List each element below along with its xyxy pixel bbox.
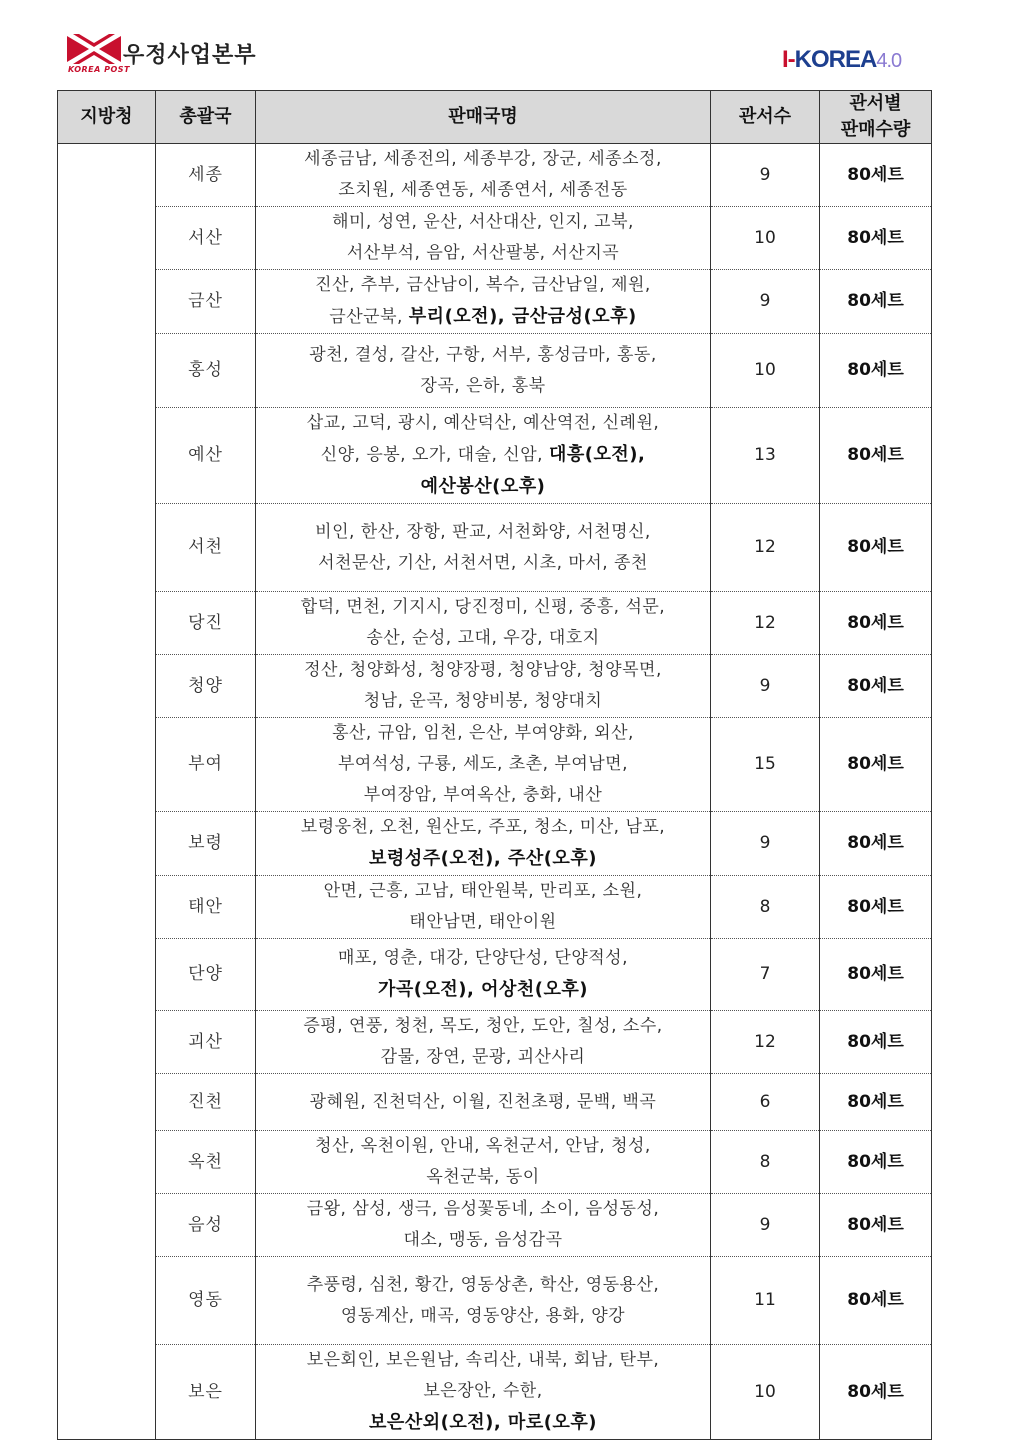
office-name-text: 합덕, 면천, 기지시, 당진정미, 신평, 중흥, 석문, [300,597,666,617]
office-count-cell: 12 [711,592,820,655]
office-names-cell [256,270,711,334]
table-row [58,408,932,504]
office-names-cell [256,592,711,655]
sales-qty-cell: 80세트 [820,270,932,334]
header-region: 지방청 [58,91,156,144]
office-names-cell [256,1011,711,1074]
office-names-line [256,1087,710,1118]
office-names-line [256,517,710,548]
office-names-cell [256,1131,711,1194]
office-name-text: 매포, 영춘, 대강, 단양단성, 단양적성, [337,948,629,968]
page-header [0,0,1010,88]
office-names-line [256,270,710,301]
office-names-line [256,1131,710,1162]
table-row [58,718,932,812]
office-count-cell: 11 [711,1257,820,1345]
office-names-line [256,548,710,579]
office-cell: 태안 [156,876,256,939]
office-name-highlight: 가곡(오전), 어상천(오후) [377,979,588,1000]
office-name-text: 금왕, 삼성, 생극, 음성꽃동네, 소이, 음성동성, [306,1199,660,1219]
office-count-cell: 9 [711,144,820,207]
office-cell: 진천 [156,1074,256,1131]
office-count-cell: 9 [711,812,820,876]
office-name-text: 부여장암, 부여옥산, 충화, 내산 [363,785,603,805]
table-row [58,655,932,718]
sales-qty-cell: 80세트 [820,1257,932,1345]
office-name-text: 광혜원, 진천덕산, 이월, 진천초평, 문백, 백곡 [309,1091,657,1112]
office-count-cell: 12 [711,504,820,592]
office-names-line [256,340,710,371]
office-name-text: 진산, 추부, 금산남이, 복수, 금산남일, 제원, [315,275,651,295]
header-names: 판매국명 [256,91,711,144]
table-row [58,207,932,270]
office-names-line [256,780,710,811]
office-name-text: 정산, 청양화성, 청양장평, 청양남양, 청양목면, [304,660,662,680]
office-name-text: 조치원, 세종연동, 세종연서, 세종전동 [338,180,628,200]
office-names-line [256,623,710,654]
table-row [58,144,932,207]
office-name-text: 보령웅천, 오천, 원산도, 주포, 청소, 미산, 남포, [300,817,666,837]
office-cell: 괴산 [156,1011,256,1074]
region-cell [58,144,156,1440]
office-names-line [256,592,710,623]
office-cell: 영동 [156,1257,256,1345]
table-row [58,876,932,939]
office-names-line [256,301,710,333]
office-cell: 홍성 [156,334,256,408]
office-names-line [256,207,710,238]
logo-title: 우정사업본부 [123,43,257,68]
office-names-cell [256,408,711,504]
office-names-line [256,408,710,439]
header-qty-line1: 관서별 [849,93,902,114]
header-qty [820,91,932,144]
logo-subtitle: KOREA POST [68,65,130,74]
office-cell: 보은 [156,1345,256,1440]
office-name-text: 삽교, 고덕, 광시, 예산덕산, 예산역전, 신례원, [306,413,660,433]
office-names-line [256,876,710,907]
office-names-line [256,1011,710,1042]
office-cell: 서산 [156,207,256,270]
office-name-text: 장곡, 은하, 홍북 [420,375,546,396]
office-name-text: 보은장안, 수한, [423,1381,543,1401]
i-korea-logo [782,46,901,74]
office-names-cell [256,504,711,592]
office-names-cell [256,144,711,207]
office-count-cell: 10 [711,334,820,408]
table-body [58,144,932,1440]
sales-qty-cell: 80세트 [820,144,932,207]
office-count-cell: 10 [711,207,820,270]
sales-qty-cell: 80세트 [820,1011,932,1074]
table-row [58,1011,932,1074]
office-cell: 예산 [156,408,256,504]
office-cell: 세종 [156,144,256,207]
office-names-line [256,943,710,974]
office-names-cell [256,334,711,408]
office-count-cell: 7 [711,939,820,1011]
office-names-line [256,686,710,717]
sales-qty-cell: 80세트 [820,1074,932,1131]
table-row [58,504,932,592]
office-name-text: 증평, 연풍, 청천, 목도, 청안, 도안, 칠성, 소수, [303,1016,663,1036]
office-names-line [256,1407,710,1439]
office-names-cell [256,1345,711,1440]
office-name-text: 광천, 결성, 갈산, 구항, 서부, 홍성금마, 홍동, [309,344,657,365]
office-names-line [256,718,710,749]
office-name-text: 부여석성, 구룡, 세도, 초촌, 부여남면, [337,754,629,774]
table-row [58,270,932,334]
office-name-text: 태안남면, 태안이원 [409,912,557,932]
office-names-cell [256,655,711,718]
office-names-line [256,907,710,938]
office-names-cell [256,812,711,876]
table-row [58,939,932,1011]
office-cell: 청양 [156,655,256,718]
table-row [58,334,932,408]
office-names-line [256,1162,710,1193]
office-name-text: 감물, 장연, 문광, 괴산사리 [380,1047,586,1067]
header-count: 관서수 [711,91,820,144]
table-row [58,1257,932,1345]
office-name-highlight: 보은산외(오전), 마로(오후) [369,1412,597,1433]
office-names-line [256,175,710,206]
sales-qty-cell: 80세트 [820,1345,932,1440]
logo-version: 4.0 [876,50,902,72]
office-count-cell: 8 [711,876,820,939]
office-count-cell: 6 [711,1074,820,1131]
office-names-line [256,238,710,269]
office-names-line [256,1376,710,1407]
sales-qty-cell: 80세트 [820,939,932,1011]
office-names-line [256,812,710,843]
office-name-text: 해미, 성연, 운산, 서산대산, 인지, 고북, [332,212,634,232]
office-count-cell: 13 [711,408,820,504]
office-name-text: 보은회인, 보은원남, 속리산, 내북, 회남, 탄부, [306,1350,660,1370]
sales-qty-cell: 80세트 [820,718,932,812]
office-names-line [256,749,710,780]
office-name-text: 청남, 운곡, 청양비봉, 청양대치 [363,691,603,711]
office-name-text: 송산, 순성, 고대, 우강, 대호지 [366,628,600,648]
office-cell: 금산 [156,270,256,334]
sales-qty-cell: 80세트 [820,812,932,876]
office-names-line [256,1301,710,1332]
office-name-text: 서천문산, 기산, 서천서면, 시초, 마서, 종천 [318,552,648,573]
sales-qty-cell: 80세트 [820,504,932,592]
office-count-cell: 9 [711,270,820,334]
office-cell: 당진 [156,592,256,655]
office-name-highlight: 대흥(오전), [548,444,646,465]
office-cell: 옥천 [156,1131,256,1194]
office-names-line [256,1042,710,1073]
office-cell: 음성 [156,1194,256,1257]
office-names-cell [256,876,711,939]
table-row [58,1194,932,1257]
office-name-text: 세종금남, 세종전의, 세종부강, 장군, 세종소정, [304,149,662,169]
office-names-line [256,144,710,175]
office-count-cell: 15 [711,718,820,812]
table-row [58,1345,932,1440]
office-names-line [256,1345,710,1376]
office-names-line [256,974,710,1006]
office-name-highlight: 부리(오전), 금산금성(오후) [408,306,637,327]
office-names-line [256,655,710,686]
office-count-cell: 9 [711,1194,820,1257]
table-header-row [58,91,932,144]
sales-qty-cell: 80세트 [820,1194,932,1257]
office-names-cell [256,1257,711,1345]
korea-post-emblem-icon [67,34,121,64]
office-name-text: 추풍령, 심천, 황간, 영동상촌, 학산, 영동용산, [306,1274,660,1295]
office-names-cell [256,1194,711,1257]
header-qty-line2: 판매수량 [840,119,911,140]
office-name-text: 금산군북, [329,307,409,327]
sales-qty-cell: 80세트 [820,876,932,939]
office-cell: 보령 [156,812,256,876]
sales-qty-cell: 80세트 [820,408,932,504]
korea-post-logo [67,34,267,78]
office-names-line [256,471,710,503]
office-names-line [256,1270,710,1301]
office-names-cell [256,939,711,1011]
table-row [58,592,932,655]
header-office: 총괄국 [156,91,256,144]
office-count-cell: 10 [711,1345,820,1440]
office-names-line [256,371,710,402]
office-names-cell [256,718,711,812]
table-row [58,1074,932,1131]
office-cell: 단양 [156,939,256,1011]
sales-table [57,90,932,1440]
office-name-text: 비인, 한산, 장항, 판교, 서천화양, 서천명신, [315,521,651,542]
office-count-cell: 12 [711,1011,820,1074]
office-names-line [256,1225,710,1256]
office-name-text: 옥천군북, 동이 [426,1167,540,1187]
office-name-text: 서산부석, 음암, 서산팔봉, 서산지곡 [346,243,620,263]
office-name-highlight: 예산봉산(오후) [420,476,546,497]
office-name-text: 영동계산, 매곡, 영동양산, 용화, 양강 [340,1305,626,1326]
office-cell: 서천 [156,504,256,592]
sales-qty-cell: 80세트 [820,655,932,718]
office-cell: 부여 [156,718,256,812]
office-name-text: 대소, 맹동, 음성감곡 [403,1230,563,1250]
office-names-cell [256,207,711,270]
table-row [58,812,932,876]
office-count-cell: 9 [711,655,820,718]
office-names-line [256,843,710,875]
table-row [58,1131,932,1194]
office-names-line [256,1194,710,1225]
logo-korea-word: KOREA [794,46,877,73]
office-name-text: 홍산, 규암, 임천, 은산, 부여양화, 외산, [332,723,634,743]
office-name-text: 안면, 근흥, 고남, 태안원북, 만리포, 소원, [323,881,643,901]
sales-qty-cell: 80세트 [820,1131,932,1194]
office-name-text: 신양, 응봉, 오가, 대술, 신암, [320,445,549,465]
logo-i-prefix: I- [782,46,795,73]
office-name-text: 청산, 옥천이원, 안내, 옥천군서, 안남, 청성, [315,1136,651,1156]
sales-qty-cell: 80세트 [820,207,932,270]
office-names-cell [256,1074,711,1131]
office-count-cell: 8 [711,1131,820,1194]
sales-qty-cell: 80세트 [820,592,932,655]
office-names-line [256,439,710,471]
sales-qty-cell: 80세트 [820,334,932,408]
office-name-highlight: 보령성주(오전), 주산(오후) [369,848,597,869]
